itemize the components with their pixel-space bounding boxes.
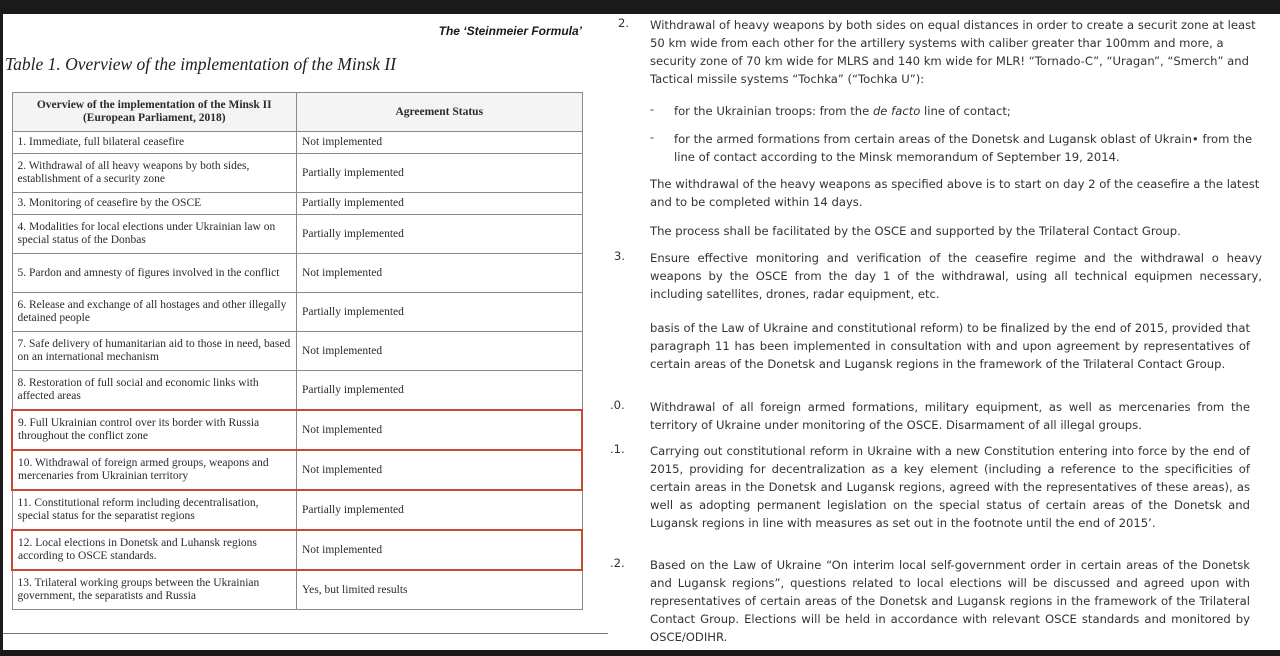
table-row: [12, 132, 582, 154]
cell-provision: 8. Restoration of full social and economic links with affected areas: [12, 371, 297, 411]
paragraph-text: Withdrawal of heavy weapons by both sides on equal distances in order to create a securit zone at least 50 km wide from each other for the artillery systems with caliber greater thar 100mm and more, a security zone of 70 km wide for MLRS and 140 km wide for MLR! “Tornado-C”, “Uragan”, “Smerch” and Tactical missile systems “Tochka” (“Tochka U”):: [650, 18, 1256, 86]
table-row: [12, 293, 582, 332]
basis-paragraph: basis of the Law of Ukraine and constitutional reform) to be finalized by the end of 2015, provided that paragraph 11 has been implemented in consultation with and upon agreement by representatives of certain areas of the Donetsk and Lugansk regions in the framework of the Trilateral Contact Group.: [650, 321, 1250, 371]
cell-status: Yes, but limited results: [297, 570, 583, 610]
cell-provision: 9. Full Ukrainian control over its border with Russia throughout the conflict zone: [12, 410, 297, 450]
paragraph-text: Ensure effective monitoring and verification of the ceasefire regime and the withdrawal o heavy weapons by the OSCE from the day 1 of the withdrawal, using all technical equipmen necessary, including satellites, drones, radar equipment, etc.: [650, 251, 1262, 301]
paragraph-text: Withdrawal of all foreign armed formations, military equipment, as well as mercenaries from the territory of Ukraine under monitoring of the OSCE. Disarmament of all illegal groups.: [650, 400, 1250, 432]
cell-provision: 5. Pardon and amnesty of figures involved in the conflict: [12, 254, 297, 293]
process-paragraph: The process shall be facilitated by the OSCE and supported by the Trilateral Contact Group.: [650, 224, 1181, 238]
cell-provision: 12. Local elections in Donetsk and Luhansk regions according to OSCE standards.: [12, 530, 297, 570]
cell-provision: 2. Withdrawal of all heavy weapons by both sides, establishment of a security zone: [12, 154, 297, 193]
table-row: [12, 530, 582, 570]
bullet-text-part: line of contact;: [920, 104, 1011, 118]
cell-provision: 1. Immediate, full bilateral ceasefire: [12, 132, 297, 154]
table-row: [12, 490, 582, 530]
footer-rule: [3, 633, 608, 634]
screen-top-bar: [0, 0, 1280, 14]
cell-status: Not implemented: [297, 450, 583, 490]
withdrawal-paragraph: The withdrawal of the heavy weapons as specified above is to start on day 2 of the ceasefire a the latest and to be completed within 14 days.: [650, 177, 1260, 209]
paragraph-number: 2.: [618, 16, 630, 30]
running-header: The ‘Steinmeier Formula’: [438, 24, 582, 38]
right-document-page: [610, 14, 1280, 650]
cell-status: Not implemented: [297, 254, 583, 293]
header-overview: Overview of the implementation of the Minsk II (European Parliament, 2018): [12, 93, 297, 132]
cell-status: Partially implemented: [297, 215, 583, 254]
screen-bottom-bar: [0, 650, 1280, 656]
cell-provision: 4. Modalities for local elections under Ukrainian law on special status of the Donbas: [12, 215, 297, 254]
bullet-italic-text: de facto: [872, 104, 921, 118]
paragraph-number: .1.: [610, 442, 625, 456]
cell-provision: 6. Release and exchange of all hostages and other illegally detained people: [12, 293, 297, 332]
paragraph-number: .0.: [610, 398, 625, 412]
table-caption: Table 1. Overview of the implementation of the Minsk II: [5, 54, 397, 74]
table-header-row: [12, 93, 582, 132]
cell-status: Not implemented: [297, 132, 583, 154]
paragraph-text: Carrying out constitutional reform in Ukraine with a new Constitution entering into force by the end of 2015, providing for decentralization as a key element (including a reference to the specificities of certain areas in the Donetsk and Lugansk regions, agreed with the representatives of these areas), as well as adopting permanent legislation on the special status of certain areas of the Donetsk and Lugansk regions in line with measures as set out in the footnote until the end of 2015’.: [650, 444, 1250, 530]
cell-status: Not implemented: [297, 332, 583, 371]
cell-status: Partially implemented: [297, 371, 583, 411]
table-row: [12, 371, 582, 411]
table-row: [12, 154, 582, 193]
cell-status: Partially implemented: [297, 154, 583, 193]
paragraph-number: 3.: [614, 249, 626, 263]
bullet-dash: -: [650, 102, 655, 116]
table-row: [12, 193, 582, 215]
bullet-text: [674, 102, 1274, 120]
table-row: [12, 215, 582, 254]
cell-status: Partially implemented: [297, 293, 583, 332]
paragraph-number: .2.: [610, 556, 625, 570]
cell-status: Not implemented: [297, 410, 583, 450]
table-row: [12, 332, 582, 371]
cell-status: Not implemented: [297, 530, 583, 570]
paragraph-text: Based on the Law of Ukraine “On interim local self-government order in certain areas of the Donetsk and Lugansk regions”, questions related to local elections will be discussed and agreed upon with representatives of certain areas of the Donetsk and Lugansk regions in the framework of the Trilateral Contact Group. Elections will be held in accordance with relevant OSCE standards and monitored by OSCE/ODIHR.: [650, 558, 1250, 644]
table-row: [12, 410, 582, 450]
cell-provision: 10. Withdrawal of foreign armed groups, weapons and mercenaries from Ukrainian territory: [12, 450, 297, 490]
left-document-page: [3, 14, 610, 650]
table-row: [12, 570, 582, 610]
bullet-text-part: for the Ukrainian troops: from the: [674, 104, 873, 118]
cell-status: Partially implemented: [297, 193, 583, 215]
cell-provision: 7. Safe delivery of humanitarian aid to those in need, based on an international mechanism: [12, 332, 297, 371]
minsk-implementation-table: [11, 92, 583, 610]
bullet-text: for the armed formations from certain areas of the Donetsk and Lugansk oblast of Ukrain• from the line of contact according to the Minsk memorandum of September 19, 2014.: [674, 132, 1253, 164]
cell-provision: 3. Monitoring of ceasefire by the OSCE: [12, 193, 297, 215]
header-agreement-status: Agreement Status: [297, 93, 583, 132]
cell-status: Partially implemented: [297, 490, 583, 530]
table-row: [12, 450, 582, 490]
bullet-dash: -: [650, 130, 655, 144]
cell-provision: 11. Constitutional reform including decentralisation, special status for the separatist regions: [12, 490, 297, 530]
table-row: [12, 254, 582, 293]
cell-provision: 13. Trilateral working groups between the Ukrainian government, the separatists and Russia: [12, 570, 297, 610]
